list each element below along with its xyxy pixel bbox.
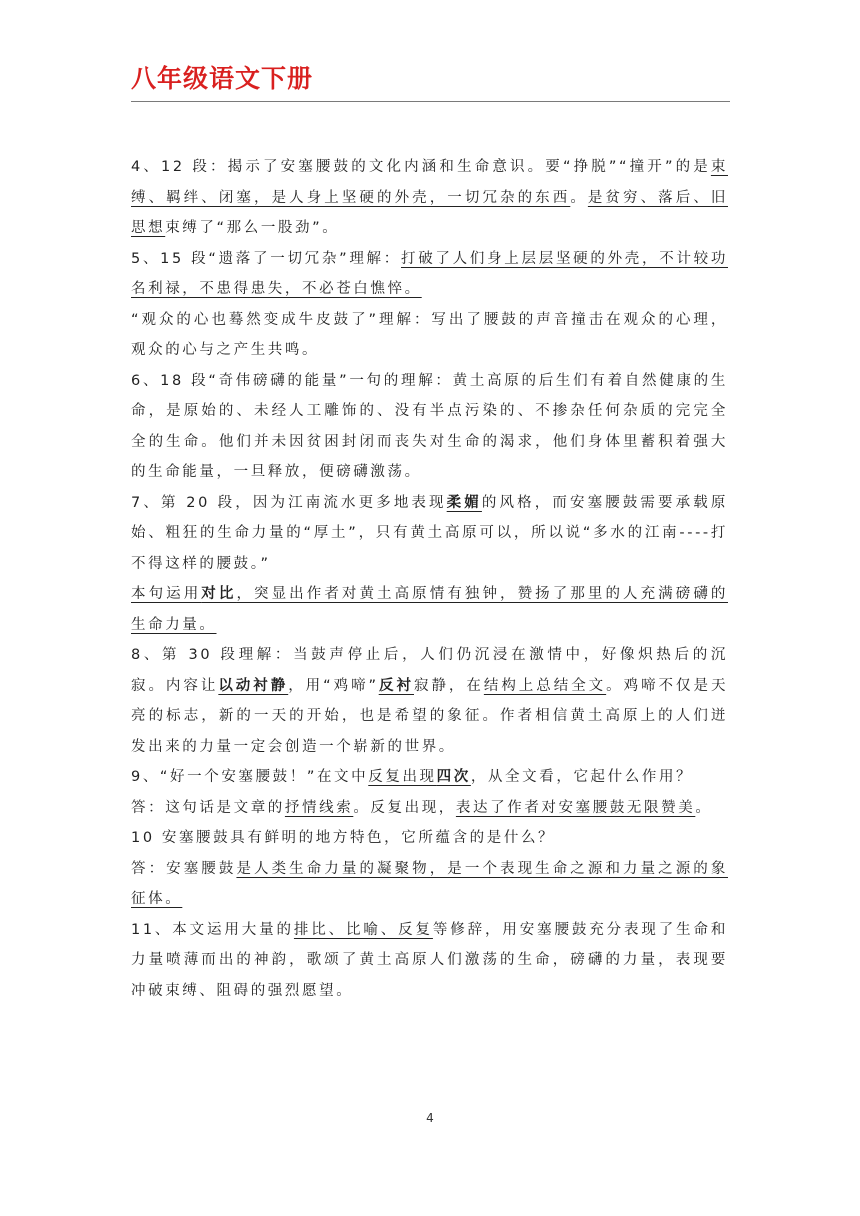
text-segment: 。 [570,189,588,206]
underlined-text: 排比、比喻、反复 [293,921,433,938]
header-divider [131,101,730,102]
paragraph [131,488,728,580]
underlined-text: 束缚、羁绊、闭塞，是人身上坚硬的外壳，一切冗杂的东西 [131,159,728,206]
text-segment: 9、“好一个安塞腰鼓！”在文中 [131,769,369,785]
page-number: 4 [426,1111,434,1125]
text-segment: 4、12 段：揭示了安塞腰鼓的文化内涵和生命意识。要“挣脱”“撞开”的是 [131,159,711,175]
text-segment: 的风格，而安塞腰鼓需要承载原始、粗狂的生命力量的“厚土”，只有黄土高原可以，所以说“多水的江南----打不得这样的腰鼓。” [131,494,728,572]
bold-underlined-text: 反衬 [378,677,414,694]
paragraph [131,152,728,244]
text-segment: 寂静，在 [414,677,484,694]
paragraph [131,793,728,824]
paragraph [131,366,728,488]
text-segment: 8、第 30 段理解：当鼓声停止后，人们仍沉浸在激情中，好像炽热后的沉寂。内容让 [131,647,728,694]
text-segment: 等修辞，用安塞腰鼓充分表现了生命和力量喷薄而出的神韵，歌颂了黄土高原人们激荡的生命，磅礴的力量，表现要冲破束缚、阻碍的强烈愿望。 [131,921,728,999]
underlined-text: 打破了人们身上层层坚硬的外壳，不计较功名利禄，不患得患失，不必苍白憔悴。 [131,250,728,297]
underlined-text: 反复出现 [368,769,437,785]
text-segment: 5、15 段“遗落了一切冗杂”理解： [131,250,401,267]
paragraph [131,915,728,1007]
text-segment: 。 [695,799,713,816]
text-segment: 答：安塞腰鼓 [131,860,237,877]
bold-underlined-text: 柔媚 [446,494,482,511]
underlined-text: 抒情线索 [284,799,354,816]
paragraph [131,640,728,762]
paragraph [131,762,728,793]
underlined-text: 结构上总结全文 [483,677,607,694]
document-body [131,152,728,1006]
paragraph [131,305,728,366]
text-segment: 束缚了“那么一股劲”。 [165,220,340,236]
paragraph [131,854,728,915]
header-title: 八年级语文下册 [131,64,314,93]
text-segment: 6、18 段“奇伟磅礴的能量”一句的理解：黄土高原的后生们有着自然健康的生命，是原始的、未经人工雕饰的、没有半点污染的、不掺杂任何杂质的完完全全的生命。他们并未因贫困封闭而丧失对生命的渴求，他们身体里蓄积着强大的生命能量，一旦释放，便磅礴激荡。 [131,372,728,480]
text-segment: 。反复出现， [353,799,456,816]
text-segment: 。鸡啼不仅是天亮的标志，新的一天的开始，也是希望的象征。作者相信黄土高原上的人们迸发出来的力量一定会创造一个崭新的世界。 [131,677,729,755]
text-segment: 11、本文运用大量的 [131,921,294,938]
bold-underlined-text: 对比 [201,586,237,602]
paragraph [131,579,728,640]
paragraph [131,244,728,305]
bold-underlined-text: 以动衬静 [218,677,289,694]
text-segment: 7、第 20 段，因为江南流水更多地表现 [131,494,447,511]
bold-underlined-text: 四次 [436,769,471,785]
text-segment: 10 安塞腰鼓具有鲜明的地方特色，它所蕴含的是什么？ [131,830,556,846]
text-segment: ，用“鸡啼” [288,677,379,694]
text-segment: “观众的心也蓦然变成牛皮鼓了”理解：写出了腰鼓的声音撞击在观众的心理，观众的心与之产生共鸣。 [131,311,728,358]
underlined-text: 表达了作者对安塞腰鼓无限赞美 [455,799,696,816]
text-segment: ，从全文看，它起什么作用？ [470,769,694,785]
underlined-text: ，突显出作者对黄土高原情有独钟，赞扬了那里的人充满磅礴的生命力量。 [131,586,728,633]
paragraph [131,823,728,854]
underlined-text: 本句运用 [131,586,202,602]
text-segment: 答：这句话是文章的 [131,799,285,816]
underlined-text: 是贫穷、落后、旧思想 [131,189,728,236]
underlined-text: 是人类生命力量的凝聚物，是一个表现生命之源和力量之源的象征体。 [131,860,728,907]
